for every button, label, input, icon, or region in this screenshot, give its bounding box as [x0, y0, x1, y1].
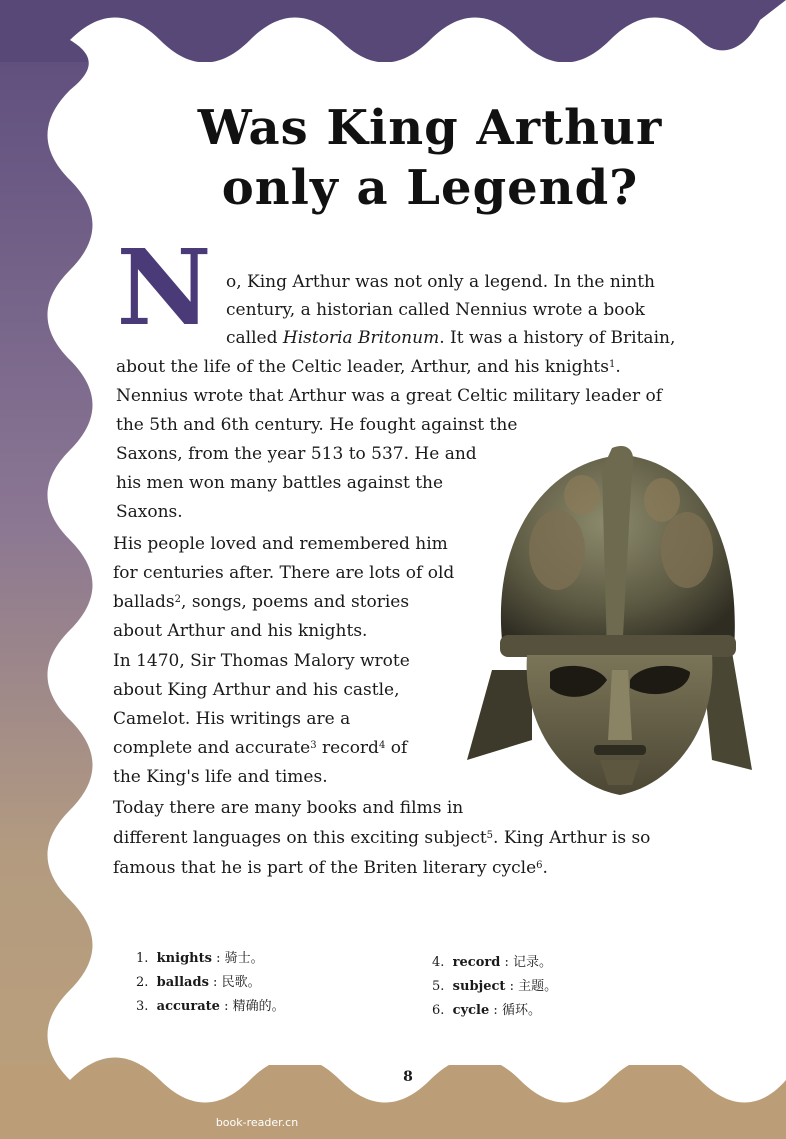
footnote-mark: 4 — [378, 740, 386, 751]
title-line-2: only a Legend? — [221, 160, 639, 216]
text-line: ballads$^2$, songs, poems and stories — [113, 592, 410, 612]
footnote-word: knights — [156, 951, 212, 966]
text-line: for centuries after. There are lots of old — [113, 563, 455, 583]
footnote-item: 4. record : 记录。 — [432, 955, 552, 970]
text-line: called Historia Britonum. It was a history of Britain, — [226, 328, 676, 348]
book-title: Historia Britonum — [282, 328, 440, 348]
footnote-mark: 6 — [536, 860, 543, 871]
footnote-word: accurate — [156, 999, 220, 1014]
text-line: the 5th and 6th century. He fought against the — [116, 415, 518, 435]
footnote-item: 1. knights : 骑士。 — [136, 951, 264, 966]
footnote-mark: 3 — [310, 740, 317, 751]
drop-cap-letter: N — [116, 226, 212, 349]
footnote-mark: 2 — [174, 594, 182, 605]
footnote-word: record — [452, 955, 501, 970]
watermark: book-reader.cn — [215, 1116, 299, 1129]
page-number: 8 — [403, 1069, 413, 1085]
text-line: Saxons, from the year 513 to 537. He and — [116, 444, 477, 464]
text-line: Nennius wrote that Arthur was a great Celtic military leader of — [116, 386, 663, 406]
footnote-mark: 5 — [486, 830, 494, 841]
footnote-word: cycle — [452, 1003, 490, 1018]
text-line: different languages on this exciting subject$^5$. King Arthur is so — [113, 828, 651, 848]
footnote-item: 6. cycle : 循环。 — [432, 1003, 541, 1018]
text-line: complete and accurate$^3$ record$^4$ of — [113, 738, 408, 758]
text-line: o, King Arthur was not only a legend. In the ninth — [226, 272, 655, 292]
drop-cap — [114, 226, 214, 349]
text-line: about the life of the Celtic leader, Arthur, and his knights$^1$. — [116, 357, 621, 377]
footnote-item: 3. accurate : 精确的。 — [136, 999, 285, 1014]
text-line: century, a historian called Nennius wrote a book — [226, 300, 645, 320]
text-line: In 1470, Sir Thomas Malory wrote — [113, 651, 410, 671]
footnote-item: 2. ballads : 民歌。 — [136, 975, 261, 990]
helmet-icon — [462, 440, 760, 812]
footnote-word: ballads — [156, 975, 209, 990]
footnote-mark: 1 — [608, 359, 616, 370]
text-line: famous that he is part of the Briten literary cycle$^6$. — [113, 858, 548, 878]
text-line: about Arthur and his knights. — [113, 621, 368, 641]
text-line: the King's life and times. — [113, 767, 328, 787]
footnote-word: subject — [452, 979, 506, 994]
text-line: his men won many battles against the — [116, 473, 444, 493]
text-line: about King Arthur and his castle, — [113, 680, 400, 700]
text-line: Camelot. His writings are a — [113, 709, 351, 729]
text-line: His people loved and remembered him — [113, 534, 448, 554]
title-line-1: Was King Arthur — [197, 100, 663, 156]
text-line: Today there are many books and films in — [113, 798, 464, 818]
page-title — [150, 98, 710, 218]
footnote-item: 5. subject : 主题。 — [432, 979, 558, 994]
text-line: Saxons. — [116, 502, 183, 522]
